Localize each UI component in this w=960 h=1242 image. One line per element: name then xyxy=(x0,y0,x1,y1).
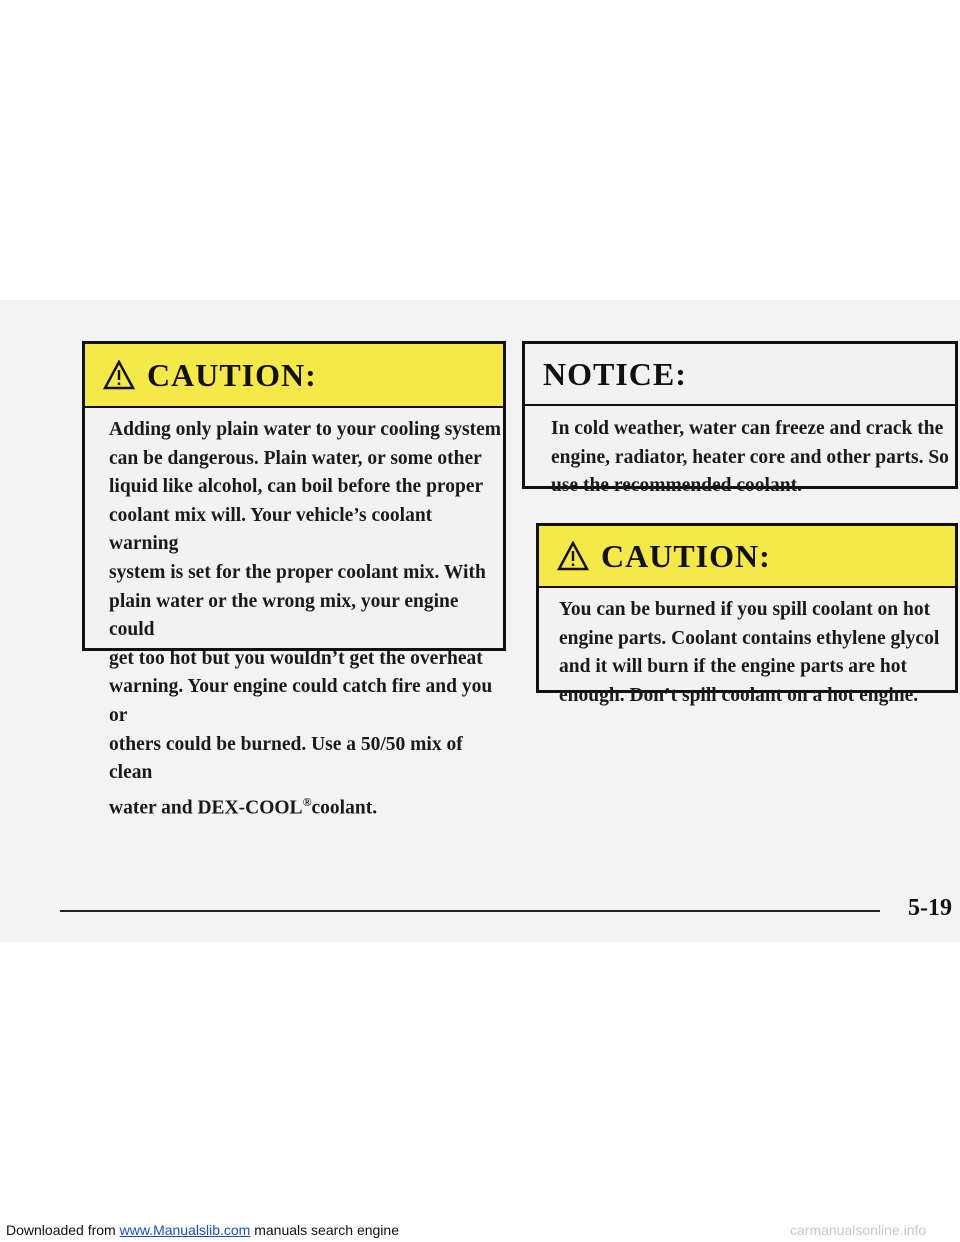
page-number: 5-19 xyxy=(908,895,952,921)
registered-mark: ® xyxy=(302,794,312,809)
caution-title: CAUTION: xyxy=(601,537,771,574)
notice-body xyxy=(525,406,955,501)
caution-line: coolant mix will. Your vehicle’s coolant warning xyxy=(109,504,433,555)
caution-text: coolant. xyxy=(311,797,378,819)
warning-triangle-icon xyxy=(557,541,589,571)
notice-title: NOTICE: xyxy=(543,355,687,392)
watermark: carmanualsonline.info xyxy=(790,1222,927,1238)
caution-line: others could be burned. Use a 50/50 mix of clean xyxy=(109,733,463,784)
footer-suffix: manuals search engine xyxy=(250,1222,399,1238)
caution-header xyxy=(539,526,955,588)
caution-body xyxy=(85,408,503,823)
caution-line: You can be burned if you spill coolant on hot xyxy=(559,599,931,620)
notice-line: In cold weather, water can freeze and crack the xyxy=(551,418,944,439)
caution-line: Adding only plain water to your cooling system xyxy=(109,419,502,440)
footer-prefix: Downloaded from xyxy=(6,1222,120,1238)
notice-box xyxy=(522,341,958,497)
notice-line: use the recommended coolant. xyxy=(551,475,802,497)
caution-box-left xyxy=(82,341,506,819)
caution-line-last xyxy=(109,788,503,823)
notice-header xyxy=(525,344,955,406)
caution-line: plain water or the wrong mix, your engine could xyxy=(109,590,459,641)
caution-body xyxy=(539,588,955,710)
caution-line: and it will burn if the engine parts are hot xyxy=(559,656,907,678)
caution-line: system is set for the proper coolant mix. With xyxy=(109,561,486,583)
caution-line: enough. Don’t spill coolant on a hot engine. xyxy=(559,684,919,706)
download-footer xyxy=(6,1222,399,1238)
notice-line: engine, radiator, heater core and other parts. So xyxy=(551,446,949,468)
caution-header xyxy=(85,344,503,408)
caution-text: water and DEX-COOL xyxy=(109,797,303,819)
caution-line: get too hot but you wouldn’t get the overheat xyxy=(109,647,483,669)
footer-rule xyxy=(60,910,880,912)
caution-line: engine parts. Coolant contains ethylene glycol xyxy=(559,627,940,649)
caution-title: CAUTION: xyxy=(147,356,317,393)
warning-triangle-icon xyxy=(103,360,135,390)
manualslib-link[interactable]: www.Manualslib.com xyxy=(119,1222,251,1238)
caution-line: liquid like alcohol, can boil before the proper xyxy=(109,476,484,498)
caution-line: can be dangerous. Plain water, or some other xyxy=(109,447,482,469)
caution-line: warning. Your engine could catch fire and you or xyxy=(109,676,493,726)
caution-box-right xyxy=(536,523,958,706)
